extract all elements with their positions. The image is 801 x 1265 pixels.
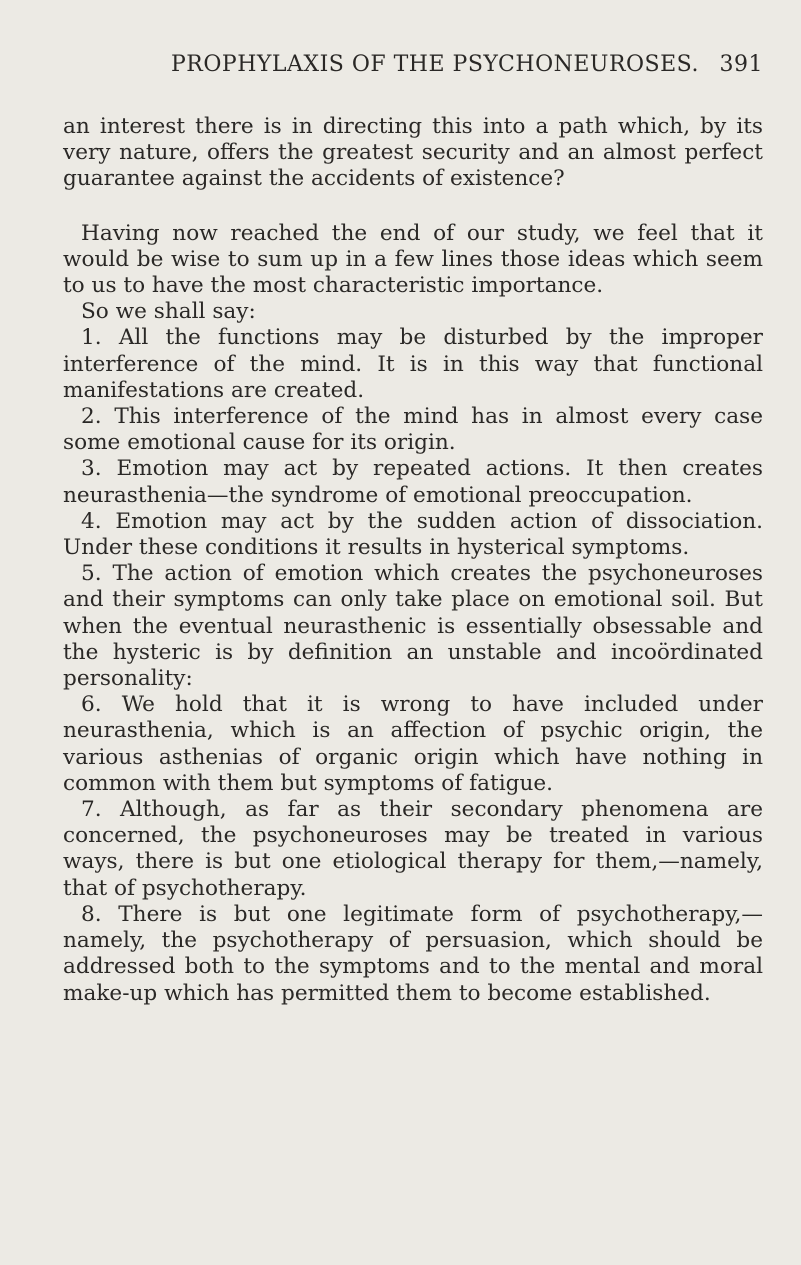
numbered-point-6: 6. We hold that it is wrong to have included under neurasthenia, which is an affection of psychic origin, the various asthenias of organic origin which have nothing in common with them but symptoms of fatigue. xyxy=(63,692,763,796)
numbered-point-1: 1. All the functions may be disturbed by the improper interference of the mind. It is in this way that functional manifestations are created. xyxy=(63,325,763,403)
numbered-point-7: 7. Although, as far as their secondary phenomena are concerned, the psychoneuroses may be treated in various ways, there is but one etiological therapy for them,—namely, that of psychotherapy. xyxy=(63,797,763,901)
running-head xyxy=(63,52,763,86)
paragraph-so-we-shall-say: So we shall say: xyxy=(81,299,256,325)
running-title: PROPHYLAXIS OF THE PSYCHONEUROSES. xyxy=(171,52,699,77)
numbered-point-5: 5. The action of emotion which creates the psychoneuroses and their symptoms can only take place on emotional soil. But when the eventual neurasthenic is essentially obsessable and the hysteric is by definition an unstable and incoördinated personality: xyxy=(63,561,763,692)
numbered-point-3: 3. Emotion may act by repeated actions. It then creates neurasthenia—the syndrome of emotional preoccupation. xyxy=(63,456,763,508)
numbered-point-2: 2. This interference of the mind has in almost every case some emotional cause for its origin. xyxy=(63,404,763,456)
body-text xyxy=(63,114,763,1007)
numbered-point-8: 8. There is but one legitimate form of psychotherapy,—namely, the psychotherapy of persuasion, which should be addressed both to the symptoms and to the mental and moral make-up which has permitted them to become established. xyxy=(63,901,763,1006)
numbered-point-4: 4. Emotion may act by the sudden action of dissociation. Under these conditions it results in hysterical symptoms. xyxy=(63,508,763,561)
paragraph-continuation: an interest there is in directing this into a path which, by its very nature, offers the greatest security and an almost perfect guarantee against the accidents of existence? xyxy=(63,114,763,192)
page-number: 391 xyxy=(719,52,763,77)
paragraph-summary-intro: Having now reached the end of our study, we feel that it would be wise to sum up in a few lines those ideas which seem to us to have the most characteristic importance. xyxy=(63,220,763,299)
